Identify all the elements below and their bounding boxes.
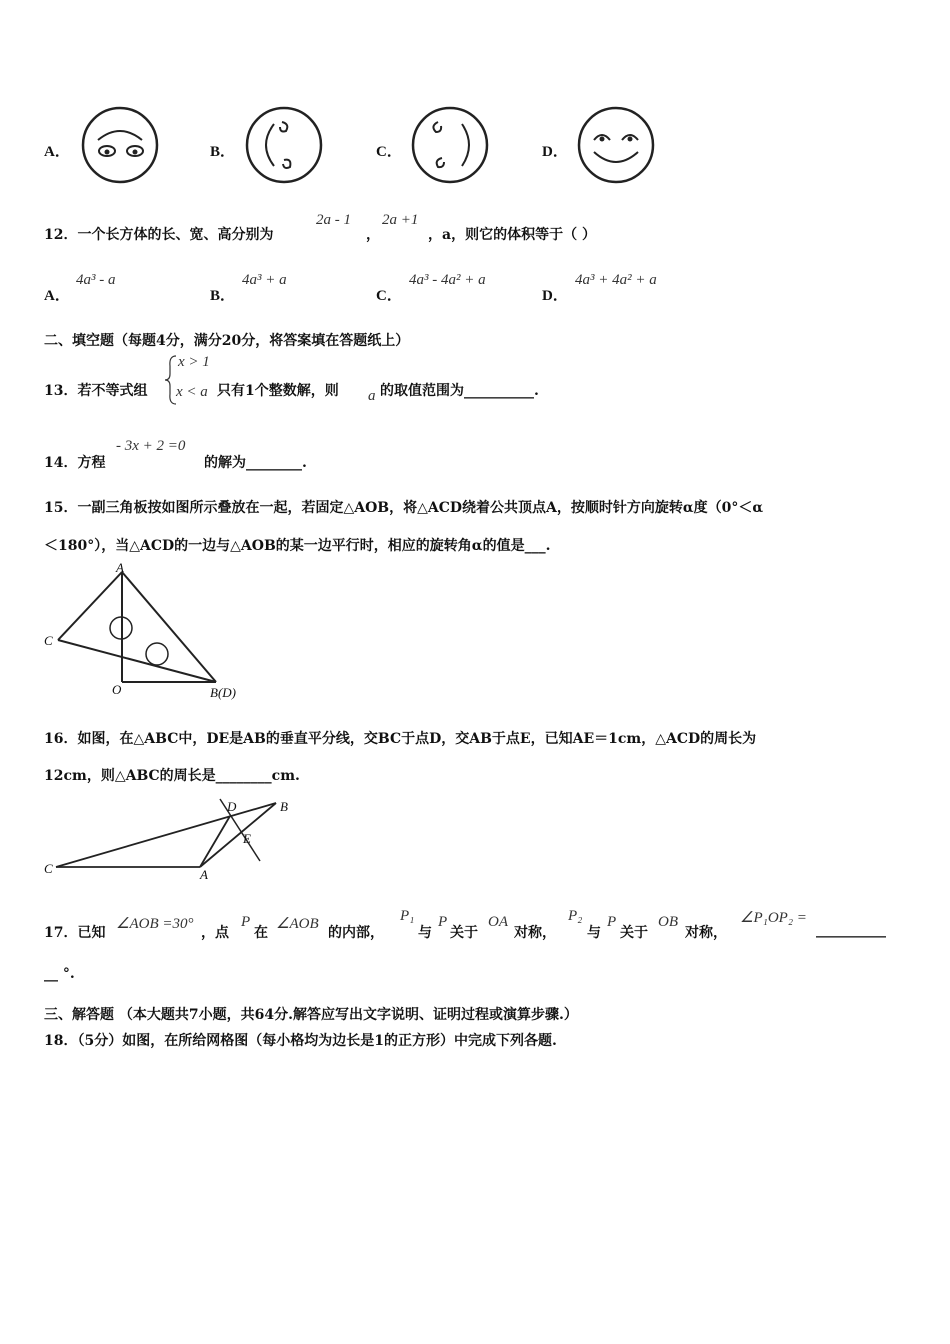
q17-angle-2: ∠AOB [276,916,319,932]
q13-suffix: 的取值范围为__________. [380,383,539,399]
q11-option-a-label: A． [44,144,70,160]
q16-line-1: 16．如图，在△ABC中，DE是AB的垂直平分线，交BC于点D，交AB于点E，已知AE＝1cm，△ACD的周长为 [44,731,757,747]
q11-option-d-label: D． [542,144,568,160]
q12-prefix: 12．一个长方体的长、宽、高分别为 [44,227,274,243]
q13-prefix: 13．若不等式组 [44,383,148,399]
q14-equation: - 3x + 2 =0 [116,438,186,454]
q16-figure [40,795,300,885]
q17-t2: 在 [254,925,268,941]
q12-length: 2a - 1 [316,212,351,228]
q12-width: 2a +1 [382,212,419,228]
q17-blank: __________ [816,922,886,938]
q12-option-d-label: D． [542,288,568,304]
q12-option-a-label: A． [44,288,70,304]
q17-angle-3: ∠P₁OP₂ = [740,910,807,926]
q12-option-c-expr: 4a³ - 4a² + a [409,272,486,288]
q13-var: a [368,388,376,404]
q12-option-b-expr: 4a³ + a [242,272,287,288]
q17-t6b: 对称， [685,925,727,941]
q15-figure [40,560,260,700]
q16-label-a: A [200,867,208,882]
q12-sep: ， [366,227,380,243]
q17-point-p2: P₂ [568,908,583,924]
q17-point-p-b: P [438,914,448,930]
q12-option-a-expr: 4a³ - a [76,272,116,288]
q17-stem [44,906,914,946]
q17-point-p1: P₁ [400,908,415,924]
q17-t3: 的内部， [328,925,384,941]
q12-options [44,270,924,304]
q14-suffix: 的解为________. [204,455,307,471]
q16-line-2: 12cm，则△ABC的周长是________cm. [44,768,300,784]
q17-angle: ∠AOB =30° [116,916,194,932]
q11-option-c-label: C． [376,144,402,160]
q11-option-d-face [576,104,658,186]
q11-option-c-face [410,104,492,186]
q12-option-b-label: B． [210,288,236,304]
q17-end: __ °. [44,966,75,982]
section-2-heading: 二、填空题（每题4分，满分20分，将答案填在答题纸上） [44,333,410,349]
q18-stem: 18．（5分）如图，在所给网格图（每小格均为边长是1的正方形）中完成下列各题. [44,1033,557,1049]
q11-option-b-face [244,104,326,186]
q12-suffix: ，a，则它的体积等于（ ） [428,227,596,243]
q11-option-b-label: B． [210,144,236,160]
q12-option-d-expr: 4a³ + 4a² + a [575,272,657,288]
q17-point-p-c: P [607,914,617,930]
q15-line-2: ＜180°），当△ACD的一边与△AOB的某一边平行时，相应的旋转角α的值是___. [44,538,551,554]
q17-line-ob: OB [658,914,678,930]
q15-line-1: 15．一副三角板按如图所示叠放在一起，若固定△AOB，将△ACD绕着公共顶点A，按顺时针方向旋转α度（0°＜α [44,500,764,516]
q16-label-e: E [243,831,251,846]
q15-label-o: O [112,682,122,697]
q17-prefix: 17．已知 [44,925,106,941]
q15-label-a: A [116,560,124,575]
q11-option-a-face [80,104,162,186]
q13-mid: 只有1个整数解，则 [217,383,339,399]
q15-label-bd: B(D) [210,685,236,700]
section-3-heading: 三、解答题 （本大题共7小题，共64分.解答应写出文字说明、证明过程或演算步骤.） [44,1007,578,1023]
q17-t1: ，点 [201,925,229,941]
q16-label-b: B [280,799,288,814]
q13-inequality-2: x < a [176,384,208,400]
q13-inequality-1: x > 1 [178,354,210,370]
q17-line-oa: OA [488,914,508,930]
q17-t4: 与 [418,925,432,941]
q14-prefix: 14．方程 [44,455,106,471]
q17-t6: 对称， [514,925,556,941]
q17-t5b: 关于 [620,925,648,941]
q16-label-d: D [227,799,237,814]
q17-point-p: P [241,914,251,930]
q16-label-c: C [44,861,53,876]
q15-label-c: C [44,633,53,648]
q17-t5: 关于 [450,925,478,941]
q12-option-c-label: C． [376,288,402,304]
q17-t4b: 与 [587,925,601,941]
